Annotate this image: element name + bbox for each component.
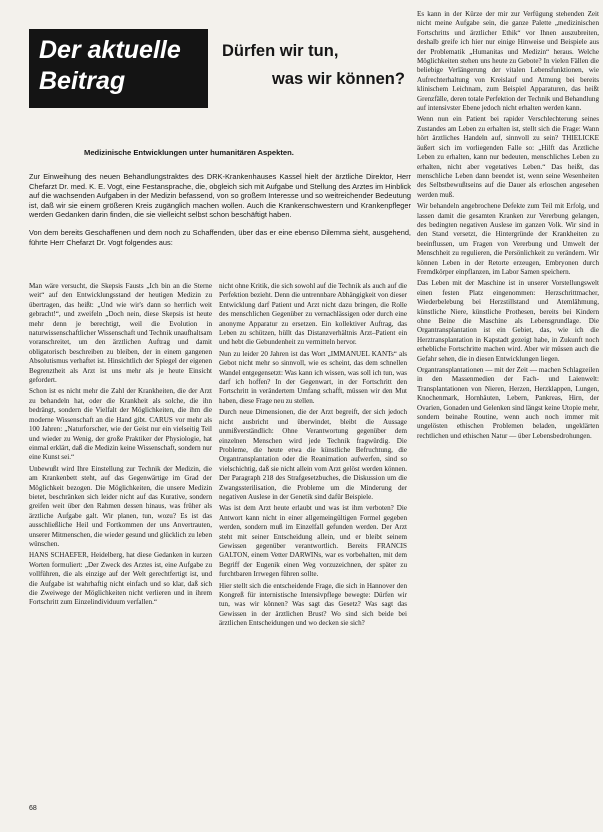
article-intro bbox=[29, 172, 411, 255]
article-subtitle: Medizinische Entwicklungen unter humanitären Aspekten. bbox=[84, 148, 294, 157]
text-column-left bbox=[29, 282, 212, 610]
headline-line-2: was wir können? bbox=[272, 70, 405, 88]
body-paragraph: Nun zu leider 20 Jahren ist das Wort „IMMANUEL KANTs“ als Gebot nicht mehr so sinnvoll, wie es scheint, das dem schnellen Wandel entgegensetzt: Was kann ich wissen, was soll ich tun, was darf ich hoffen? In der Gegenwart, in der Fortschritt den Fortschritt in verändertem Umfang schafft, müssen wir den Mut haben, diese Frage neu zu stellen. bbox=[219, 349, 407, 405]
body-paragraph: Das Leben mit der Maschine ist in unserer Vorstellungswelt einen festen Platz eingenommen: Herzschrittmacher, Wiederbelebung bei Herzstillstand und Atemlähmung, künstliche Niere, künstliche Prothesen, bereits bei Kindern ohne Beine die Maschine als Lebensgrundlage. Die Organtransplantation ist ein Gebiet, das, wie ich die Herztransplantation in Kapstadt gezeigt habe, in Zukunft noch erhebliche Fortschritte machen wird. Aber wir müssen auch die Gefahr sehen, die in diesen Entwicklungen liegen. bbox=[417, 279, 599, 363]
text-column-middle bbox=[219, 282, 407, 631]
text-column-right bbox=[417, 10, 599, 443]
page-number: 68 bbox=[29, 805, 37, 812]
body-paragraph: Organtransplantationen — mit der Zeit — machen Schlagzeilen in den Massenmedien der Fach- und Laienwelt: Transplantationen von Nieren, Herzen, Herzklappen, Lungen, Knochenmark, Hornhäuten, Lebern, Pankreas, Hirn, der Ovarien, Gonaden und Gelenken sind längst keine Utopie mehr, sondern beinahe Routine, wenn auch noch immer mit ungelösten ethischen Problemen beladen, ungeklärten rechtlichen und ethischen Natur — über Lebensbedrohungen. bbox=[417, 366, 599, 440]
body-paragraph: Unbewußt wird Ihre Einstellung zur Technik der Medizin, die am Krankenbett steht, auf das Gegenwärtige im Grad der Möglichkeit bezogen. Die Möglichkeiten, die unsere Medizin bietet, beschränken sich leider nicht auf das Kurative, sondern greifen weit über den Rahmen dessen hinaus, was früher als ärztliche Aufgabe galt. Wir planen, tun, wozu? Es ist das ausschließliche Heil und Fortkommen der uns Anvertrauten, unserer Mitmenschen, die wieder gesund und glücklich zu leben wünschen. bbox=[29, 464, 212, 548]
body-paragraph: Was ist dem Arzt heute erlaubt und was ist ihm verboten? Die Antwort kann nicht in einer allgemeingültigen Formel gegeben werden, sondern muß im Einzelfall gefunden werden. Der Arzt steht mit seiner Entscheidung allein, und er bleibt seinem Gewissen gegenüber verantwortlich. Bereits FRANCIS GALTON, einem Vetter DARWINs, war es vorbehalten, mit dem Begriff der Eugenik einen Weg vorzuzeichnen, der später zu furchtbaren Irrwegen führen sollte. bbox=[219, 504, 407, 579]
body-paragraph: Durch neue Dimensionen, die der Arzt begreift, der sich jedoch nicht ausbricht und überwindet, bleibt die Aussage unmißverständlich: Ohne Verantwortung gegenüber dem einzelnen Menschen wird jede Technik fragwürdig. Die Probleme, die heute etwa die künstliche Befruchtung, die Organtransplantation oder die Reanimation aufwerfen, sind so vielschichtig, daß sie nicht allein vom Arzt gelöst werden können. Der Paragraph 218 des Strafgesetzbuches, die Diskussion um die Zwangssterilisation, die Probleme um die Minderung der negativen Auslese in der Genetik sind dafür Beispiele. bbox=[219, 408, 407, 501]
badge-line-2: Beitrag bbox=[39, 67, 126, 95]
intro-paragraph: Von dem bereits Geschaffenen und dem noch zu Schaffenden, über das er eine ebenso Dilemma sieht, ausgehend, führte Herr Chefarzt Dr. Vogt folgendes aus: bbox=[29, 227, 411, 247]
body-paragraph: Schon ist es nicht mehr die Zahl der Krankheiten, die der Arzt zu behandeln hat, oder die Krankheit als solche, die ihn bedrängt, sondern die Vielfalt der Möglichkeiten, die ihm die moderne Wissenschaft an die Hand gibt. CARUS vor mehr als 100 Jahren: „Naturforscher, wie der Geist nur ein vielseitig Teil und wieder zu Wenig, der große Praktiker der Physiologie, hat einmal erklärt, daß die Medizin keine Wissenschaft, sondern nur eine Kunst sei.“ bbox=[29, 387, 212, 462]
body-paragraph: Wir behandeln angebrochene Defekte zum Teil mit Erfolg, und lassen damit die gesamten Kranken zur Vererbung gelangen, des bedingten negativen Auslese im ganzen Volk. Wir sind in den Stand versetzt, die Hintergründe der Krankheiten zu beeinflussen, um Fragen von Vererbung und Umwelt der Menschheit zu regulieren, die Persönlichkeit zu verändern. Wir können Leben in der Retorte erzeugen, Embryonen durch Fremdkörper einpflanzen, im Labor Samen speichern. bbox=[417, 202, 599, 276]
intro-paragraph: Zur Einweihung des neuen Behandlungstraktes des DRK-Krankenhauses Kassel hielt der ärztliche Direktor, Herr Chefarzt Dr. med. K. E. Vogt, eine Festansprache, die, obgleich sich mit Aufgabe und Stellung des Arztes im Hinblick auf die wachsenden Aufgaben in der Medizin befassend, von so großem Interesse und so weitreichender Bedeutung ist, daß wir sie einem größeren Kreis zugänglich machen wollen. Auch die Krankenschwestern und Krankenpfleger werden Gedanken darin finden, die sie vielleicht selbst schon beschäftigt haben. bbox=[29, 172, 411, 220]
body-paragraph: Hier stellt sich die entscheidende Frage, die sich in Hannover den Kongreß für internistische Intensivpflege bewegte: Dürfen wir tun, was wir können? Was sagt das Gesetz? Was sagt das Gewissen in der ärztlichen Brust? Wo sind sich beide bei ärztlichen Entscheidungen und wo decken sie sich? bbox=[219, 581, 407, 628]
headline-line-1: Dürfen wir tun, bbox=[222, 42, 339, 60]
body-paragraph: nicht ohne Kritik, die sich sowohl auf die Technik als auch auf die Perfektion bezieht. Denn die untrennbare Abhängigkeit von dieser Entwicklung darf Patient und Arzt nicht dazu bringen, die Rolle des menschlichen Gegenüber zu vernachlässigen oder durch eine anonyme Apparatur zu ersetzen. Ein kollektiver Auftrag, das Leben zu schützen, hüllt das Distanzverhältnis Arzt–Patient ein und hebt die Gebundenheit zu vermitteln hervor. bbox=[219, 282, 407, 347]
badge-line-1: Der aktuelle bbox=[39, 36, 181, 64]
body-paragraph: Es kann in der Kürze der mir zur Verfügung stehenden Zeit nicht meine Aufgabe sein, die ganze Palette „medizinischen Fortschritts und ärztlicher Ethik“ vor Ihnen auszubreiten, deshalb greife ich hier nur einige Hinweise und Beispiele aus der Problematik „Humanitas und Medizin“ heraus. Welche Möglichkeiten stehen uns heute zu Gebote? In vielen Fällen die beliebige Verlängerung der vitalen Lebensfunktionen, wie Aufrechterhaltung von Kreislauf und Atmung bei bereits klinischem Leichnam, zum Beispiel Apparaturen, das heißt Grenzfälle, deren totale Perfektion der Technik und Behandlung auf intensivster Ebene jedoch nicht erhalten werden kann. bbox=[417, 10, 599, 113]
body-paragraph: HANS SCHAEFER, Heidelberg, hat diese Gedanken in kurzen Worten formuliert: „Der Zweck des Arztes ist, eine Aufgabe zu vollführen, die als einzige auf der Welt gerechtfertigt ist, und die Aufgabe ist wahrhaftig nicht einfach und so klar, daß sich die Zweiwege der Möglichkeiten nicht verlieren und in ihrem Fortschritt zum Einzelindividuum verfallen.“ bbox=[29, 551, 212, 607]
body-paragraph: Man wäre versucht, die Skepsis Fausts „Ich bin an die Sterne weit“ auf den Entwicklungsstand der heutigen Medizin zu übertragen, das heißt: „Und wie wir's dann so herrlich weit gebracht!“, und zweifeln „Doch nein, diese Skepsis ist heute mehr denn je berechtigt, weil die Evolution in naturwissenschaftlicher Wissenschaft und Technik unaufhaltsam voranschreitet, um den ärztlichen Auftrag und damit obligatorisch beschreiben zu bleiben, der in einem gangenen Absolutismus verhaftet ist. Hinsichtlich der Spiegel der eigenen Begrenztheit als Arzt ist uns mehr als je heute Einsicht gefordert. bbox=[29, 282, 212, 385]
body-paragraph: Wenn nun ein Patient bei rapider Verschlechterung seines Zustandes am Leben zu erhalten ist, stellt sich die Frage: Wann hört ärztliches Handeln auf, sinnvoll zu sein? THIELICKE äußert sich im vorliegenden Falle so: „Hilft das Ärztliche Leben zu erhalten, kann nur bedeuten, menschliches Leben zu erhalten, nicht aber vegetatives Leben.“ Das heißt, das menschliche Leben dann beendet ist, wenn seine Wesenheiten des Selbstbewußtseins auf die Dauer als erloschen angesehen werden muß. bbox=[417, 115, 599, 199]
column-badge bbox=[29, 29, 208, 108]
